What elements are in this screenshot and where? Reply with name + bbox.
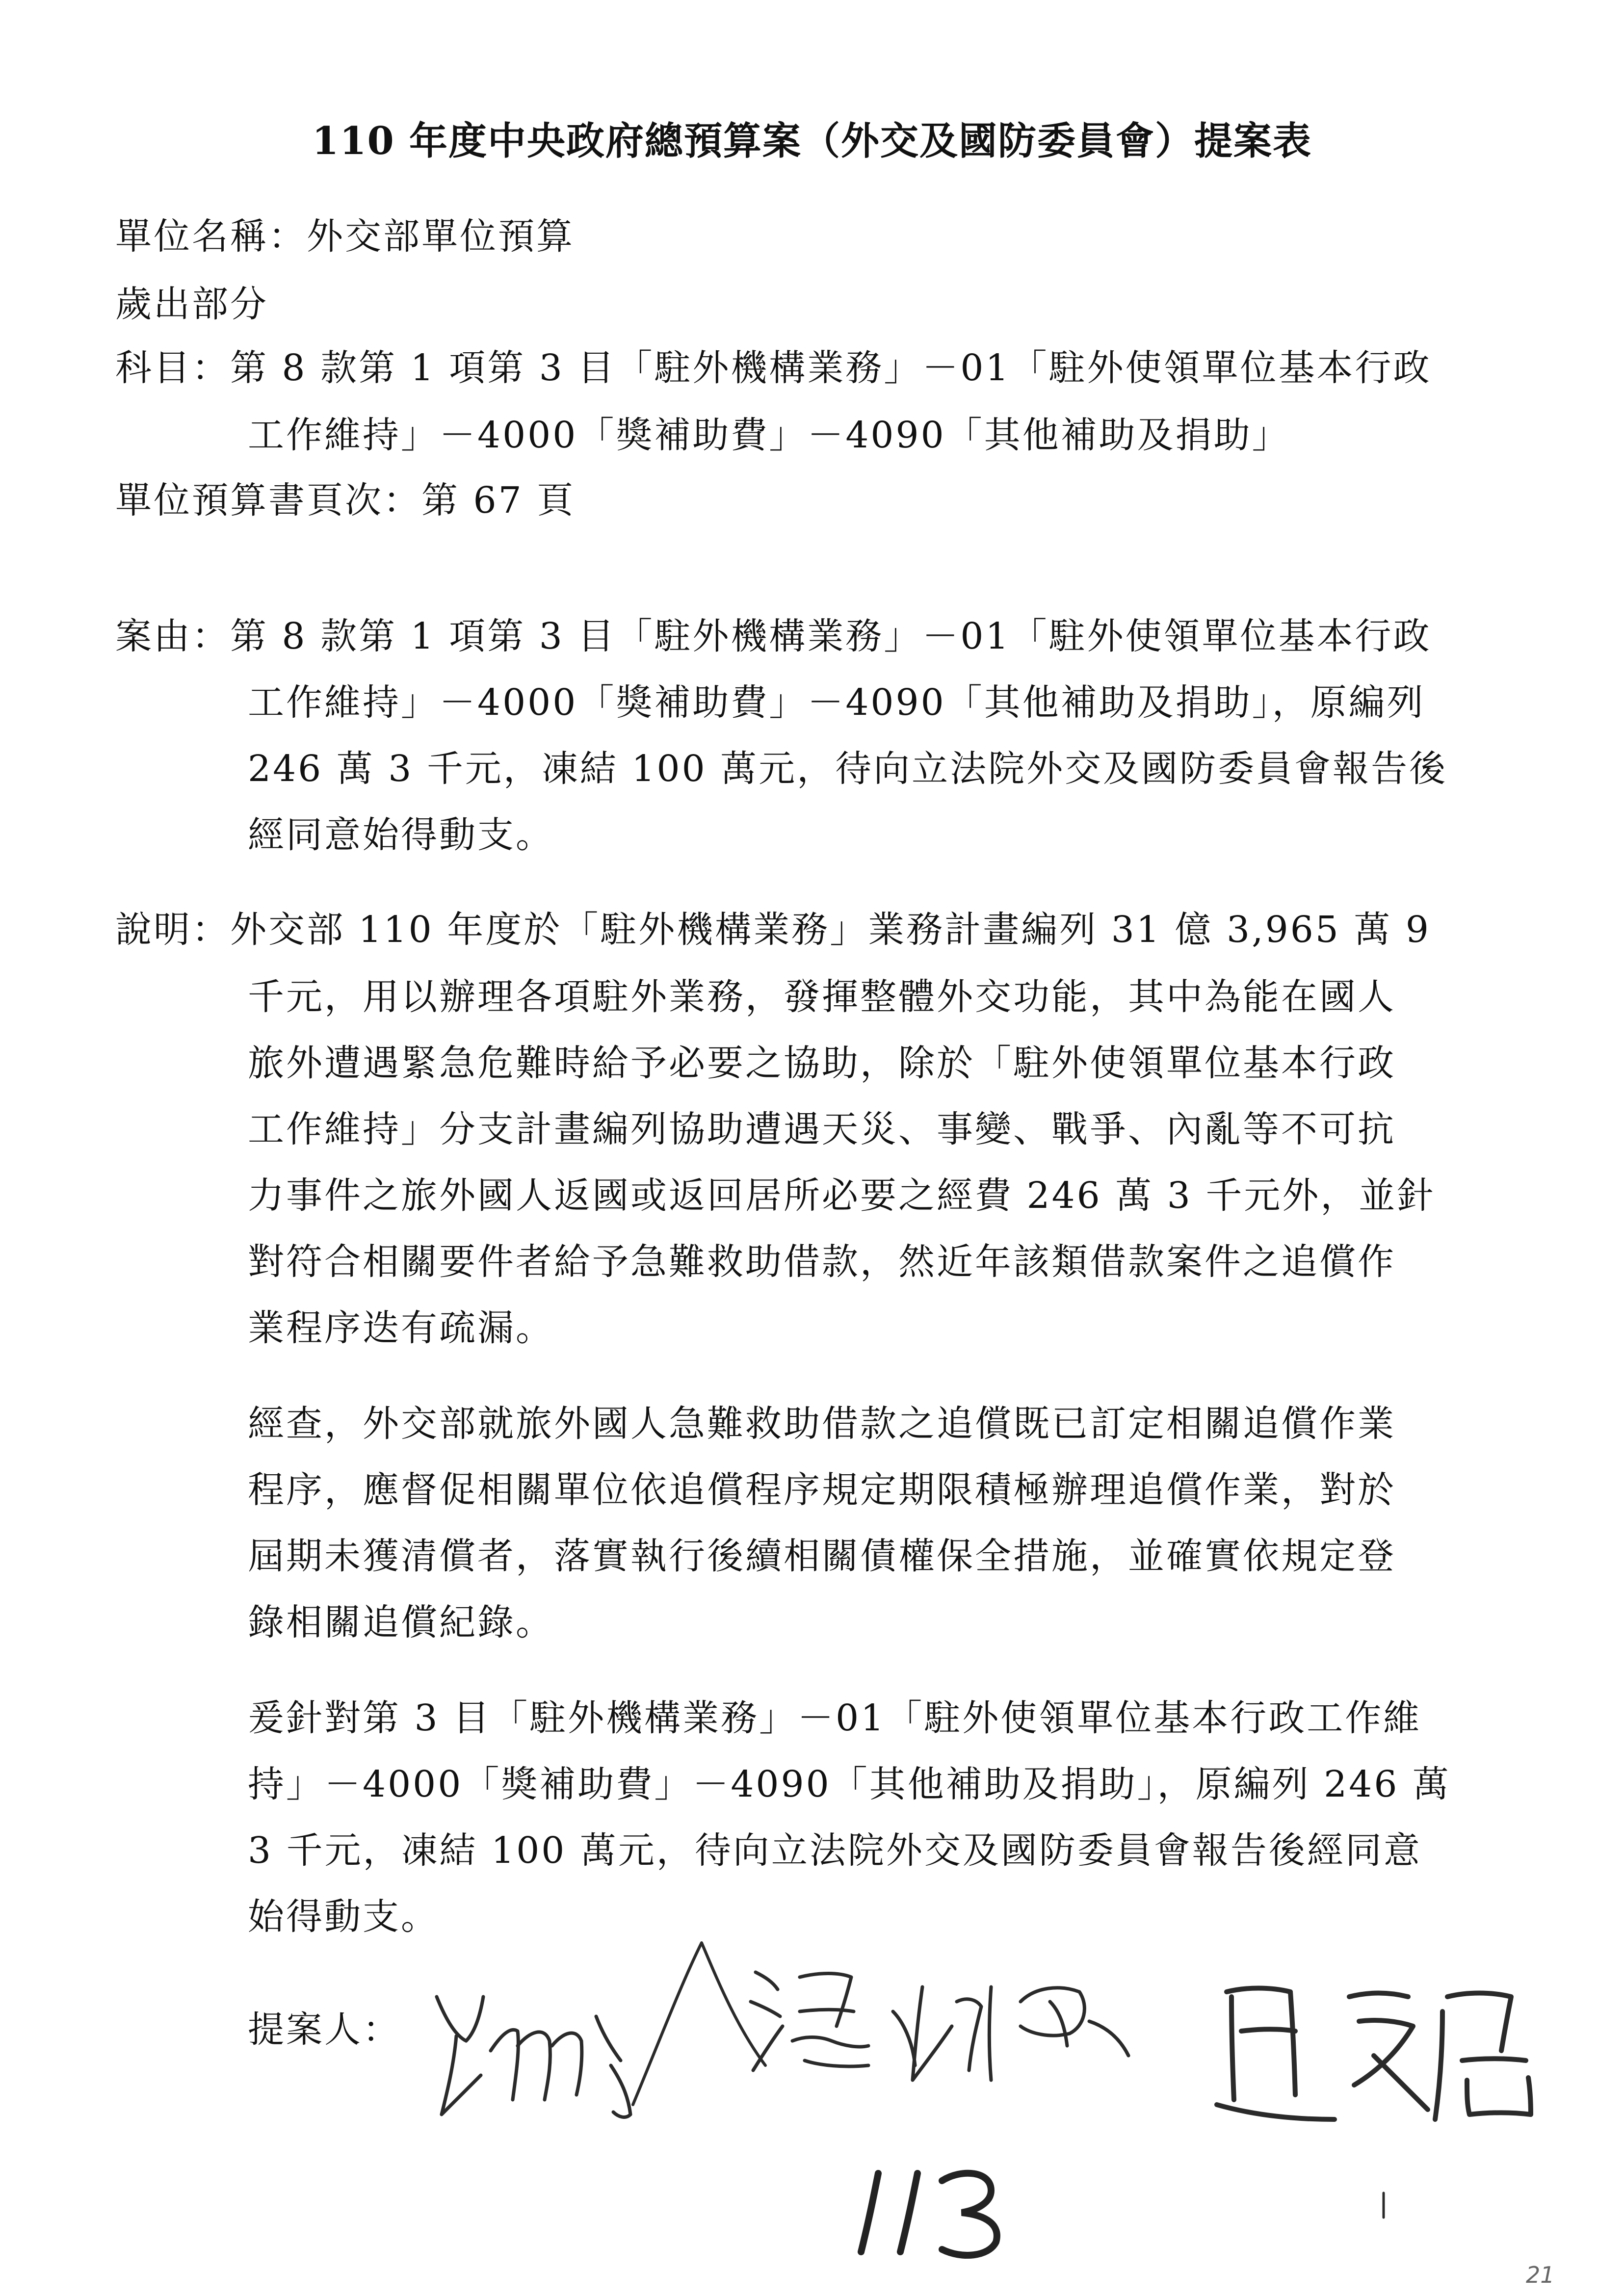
resolution-line-3: 3 千元，凍結 100 萬元，待向立法院外交及國防委員會報告後經同意	[248, 1829, 1422, 1872]
subject-text-1: 第 8 款第 1 項第 3 目「駐外機構業務」－01「駐外使領單位基本行政	[230, 347, 1432, 389]
cause-line-3: 246 萬 3 千元，凍結 100 萬元，待向立法院外交及國防委員會報告後	[248, 748, 1448, 790]
cause-line-1	[115, 615, 1432, 657]
ink-mark	[1374, 2188, 1393, 2222]
page-reference: 單位預算書頁次：第 67 頁	[115, 479, 576, 522]
finding-line-1: 經查，外交部就旅外國人急難救助借款之追償既已訂定相關追償作業	[248, 1403, 1396, 1445]
proposer-label: 提案人：	[248, 2009, 401, 2051]
signature-1	[427, 1938, 780, 2144]
expenditure-section: 歲出部分	[115, 283, 268, 325]
subject-line-1	[115, 347, 1432, 389]
explanation-line-4: 工作維持」分支計畫編列協助遭遇天災、事變、戰爭、內亂等不可抗	[248, 1108, 1396, 1150]
subject-label: 科目：	[115, 347, 230, 389]
resolution-line-2: 持」－4000「獎補助費」－4090「其他補助及捐助」，原編列 246 萬	[248, 1763, 1451, 1805]
explanation-line-5: 力事件之旅外國人返國或返回居所必要之經費 246 萬 3 千元外，並針	[248, 1174, 1436, 1217]
handwritten-number-drawing	[844, 2164, 1021, 2262]
explanation-line-6: 對符合相關要件者給予急難救助借款，然近年該類借款案件之追償作	[248, 1241, 1396, 1283]
cause-label: 案由：	[115, 615, 230, 657]
explanation-line-1	[115, 909, 1431, 951]
resolution-line-4: 始得動支。	[248, 1896, 439, 1938]
handwritten-number	[844, 2164, 1021, 2264]
subject-line-2: 工作維持」－4000「獎補助費」－4090「其他補助及捐助」	[248, 414, 1290, 456]
finding-line-2: 程序，應督促相關單位依追償程序規定期限積極辦理追償作業，對於	[248, 1469, 1396, 1511]
cause-text-1: 第 8 款第 1 項第 3 目「駐外機構業務」－01「駐外使領單位基本行政	[230, 615, 1432, 657]
signature-2	[746, 1943, 1158, 2119]
document-title: 110 年度中央政府總預算案（外交及國防委員會）提案表	[312, 119, 1312, 163]
explanation-line-3: 旅外遭遇緊急危難時給予必要之協助，除於「駐外使領單位基本行政	[248, 1042, 1396, 1084]
finding-line-4: 錄相關追償紀錄。	[248, 1601, 554, 1644]
signature-3	[1212, 1977, 1565, 2134]
explanation-line-2: 千元，用以辦理各項駐外業務，發揮整體外交功能，其中為能在國人	[248, 976, 1396, 1018]
explanation-label: 說明：	[115, 909, 230, 951]
finding-line-3: 屆期未獲清償者，落實執行後續相關債權保全措施，並確實依規定登	[248, 1535, 1396, 1577]
explanation-text-1: 外交部 110 年度於「駐外機構業務」業務計畫編列 31 億 3,965 萬 9	[230, 909, 1431, 951]
cause-line-4: 經同意始得動支。	[248, 814, 554, 856]
explanation-line-7: 業程序迭有疏漏。	[248, 1307, 554, 1349]
resolution-line-1: 爰針對第 3 目「駐外機構業務」－01「駐外使領單位基本行政工作維	[248, 1697, 1422, 1739]
cause-line-2: 工作維持」－4000「獎補助費」－4090「其他補助及捐助」，原編列	[248, 681, 1425, 724]
unit-name: 單位名稱：外交部單位預算	[115, 215, 575, 258]
page-mark: 21	[1526, 2262, 1555, 2288]
